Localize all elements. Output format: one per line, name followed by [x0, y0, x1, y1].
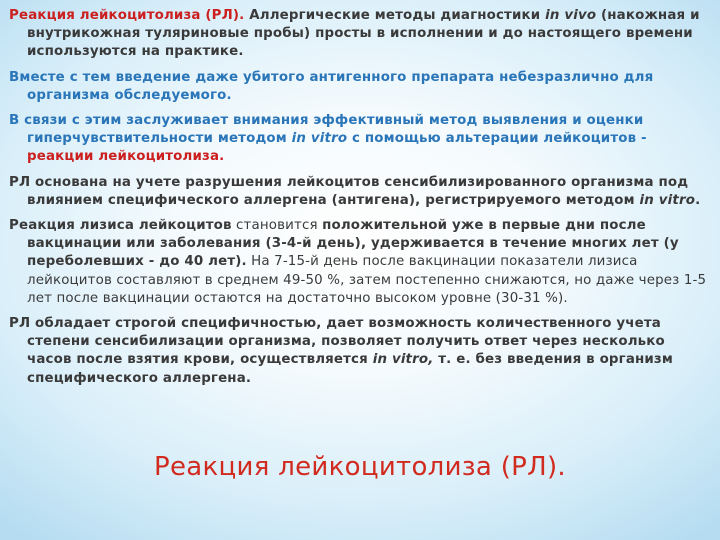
text-span: РЛ основана на учете разрушения лейкоцитов сенсибилизированного организма под влиянием специфического аллергена (антигена), регистрируемого методом	[9, 174, 689, 208]
paragraph-specificity	[9, 315, 711, 388]
paragraph-principle	[9, 174, 711, 210]
text-span: (накожная и внутрикожная туляриновые пробы) просты в исполнении и до настоящего времени используются на практике.	[27, 8, 700, 60]
text-span: т. е. без введения в организм специфического аллергена.	[27, 352, 673, 386]
text-span: На 7-15-й день после вакцинации показатели лизиса лейкоцитов составляют в среднем 49-50 %, затем постепенно снижаются, но даже через 1-5 лет после вакцинации остаются на достаточно высоком уровне (30-31 %).	[27, 254, 707, 306]
slide-title: Реакция лейкоцитолиза (РЛ).	[153, 452, 566, 482]
text-span: .	[695, 192, 701, 208]
paragraph-lysis	[9, 217, 711, 308]
text-span: становится	[231, 218, 323, 234]
text-span: положительной уже в первые дни после вакцинации или заболевания (3-4-й день), удерживается в течение многих лет (у переболевших - до 40 лет).	[27, 218, 679, 270]
paragraph-heading-rl: Реакция лейкоцитолиза (РЛ).	[9, 8, 245, 23]
text-span: с помощью альтерации лейкоцитов -	[347, 131, 647, 147]
slide-body	[9, 7, 711, 395]
text-span: Аллергические методы диагностики	[244, 8, 546, 23]
highlight-term: реакции лейкоцитолиза.	[27, 149, 225, 165]
text-span: В связи с этим заслуживает внимания эффективный метод выявления и оценки гиперчувствительности методом	[9, 113, 644, 147]
text-span: РЛ обладает строгой специфичностью, дает возможность количественного учета степени сенсибилизации организма, позволяет получить ответ через несколько часов после взятия крови, осуществляется	[9, 316, 665, 368]
in-vitro-term: in vitro	[291, 131, 348, 147]
paragraph-intro	[9, 7, 711, 62]
in-vitro-term: in vitro	[639, 192, 696, 208]
in-vivo-term: in vivo	[545, 8, 597, 23]
paragraph-method	[9, 112, 711, 167]
text-span: Вместе с тем введение даже убитого антигенного препарата небезразлично для организма обследуемого.	[9, 69, 654, 103]
in-vitro-term: in vitro,	[372, 352, 434, 368]
text-span: Реакция лизиса лейкоцитов	[9, 218, 232, 234]
paragraph-antigen-note	[9, 69, 711, 105]
